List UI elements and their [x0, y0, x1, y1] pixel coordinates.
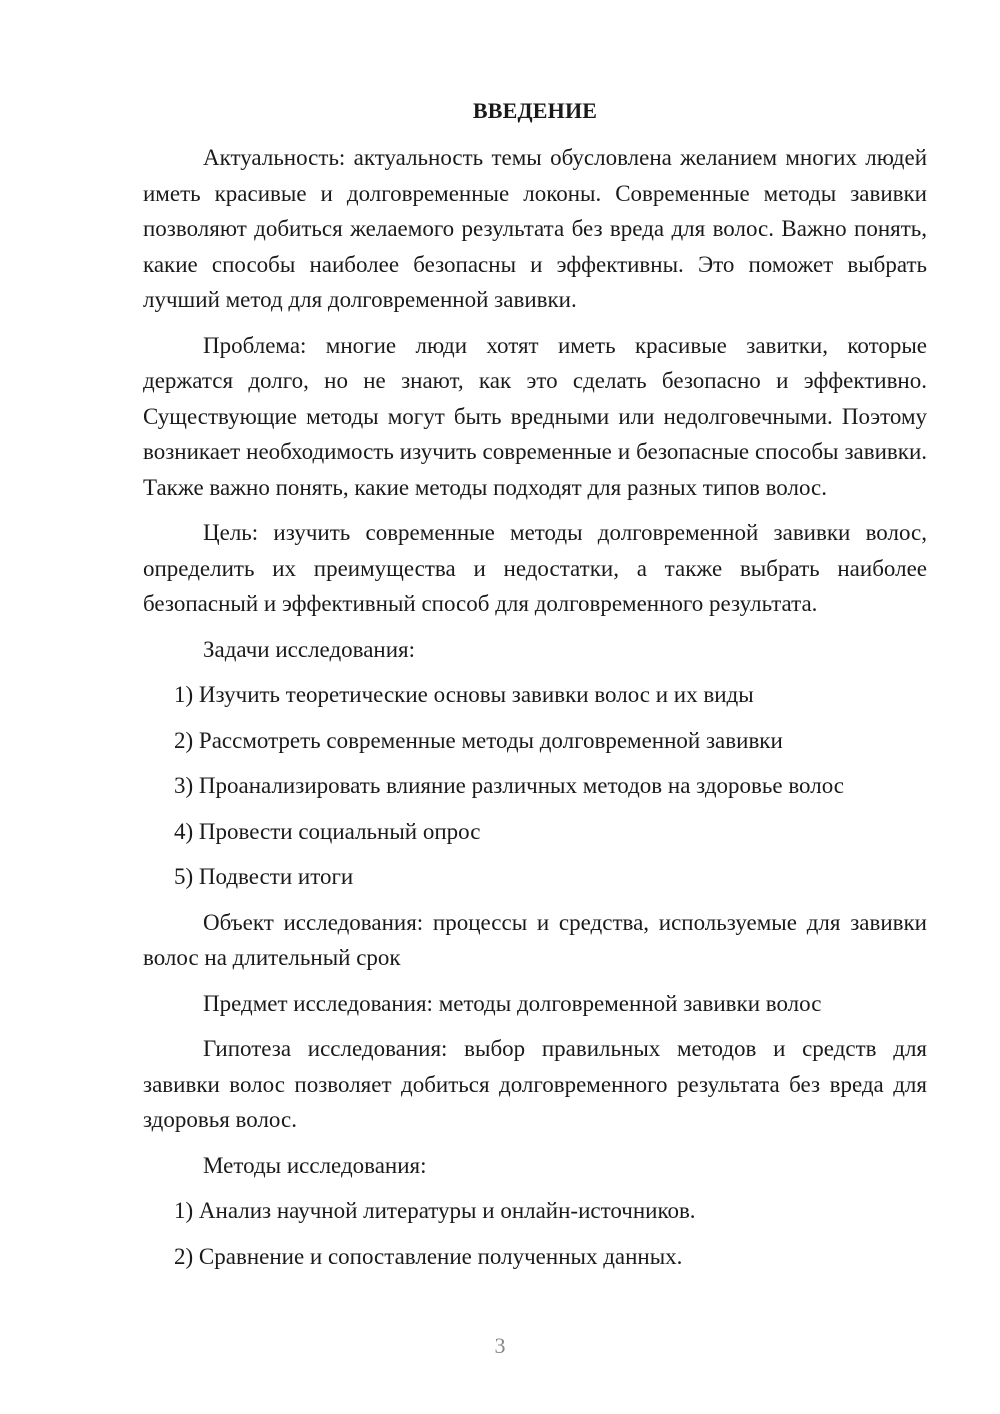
page-title: ВВЕДЕНИЕ: [472, 98, 598, 123]
tasks-heading: Задачи исследования:: [203, 636, 416, 662]
methods-list: [143, 1193, 927, 1274]
list-item: 4) Провести социальный опрос: [174, 818, 481, 844]
methods-heading: Методы исследования:: [203, 1152, 427, 1178]
relevance-paragraph: Актуальность: актуальность темы обусловлена желанием многих людей иметь красивые и долговременные локоны. Современные методы завивки позволяют добиться желаемого результата без вреда для волос. Важно понять, какие способы наиболее безопасны и эффективны. Это поможет выбрать лучший метод для долговременной завивки.: [143, 145, 927, 312]
list-item: 2) Рассмотреть современные методы долговременной завивки: [174, 727, 783, 753]
list-item: 5) Подвести итоги: [174, 864, 354, 889]
goal-paragraph: Цель: изучить современные методы долговременной завивки волос, определить их преимущества и недостатки, а также выбрать наиболее безопасный и эффективный способ для долговременного результата.: [143, 520, 927, 616]
problem-paragraph: Проблема: многие люди хотят иметь красивые завитки, которые держатся долго, но не знают, как это сделать безопасно и эффективно. Существующие методы могут быть вредными или недолговечными. Поэтому возникает необходимость изучить современные и безопасные способы завивки. Также важно понять, какие методы подходят для разных типов волос.: [143, 332, 927, 500]
list-item: 2) Сравнение и сопоставление полученных данных.: [174, 1243, 683, 1269]
list-item: 1) Анализ научной литературы и онлайн-источников.: [174, 1198, 696, 1223]
page-content: [143, 96, 927, 1284]
list-item: 3) Проанализировать влияние различных методов на здоровье волос: [174, 773, 845, 798]
page-number: 3: [494, 1333, 506, 1358]
subject-paragraph: Предмет исследования: методы долговременной завивки волос: [203, 990, 822, 1016]
tasks-list: [143, 677, 927, 895]
object-paragraph: Объект исследования: процессы и средства, используемые для завивки волос на длительный срок: [143, 909, 927, 970]
hypothesis-paragraph: Гипотеза исследования: выбор правильных методов и средств для завивки волос позволяет добиться долговременного результата без вреда для здоровья волос.: [143, 1036, 927, 1132]
list-item: 1) Изучить теоретические основы завивки волос и их виды: [174, 682, 754, 707]
